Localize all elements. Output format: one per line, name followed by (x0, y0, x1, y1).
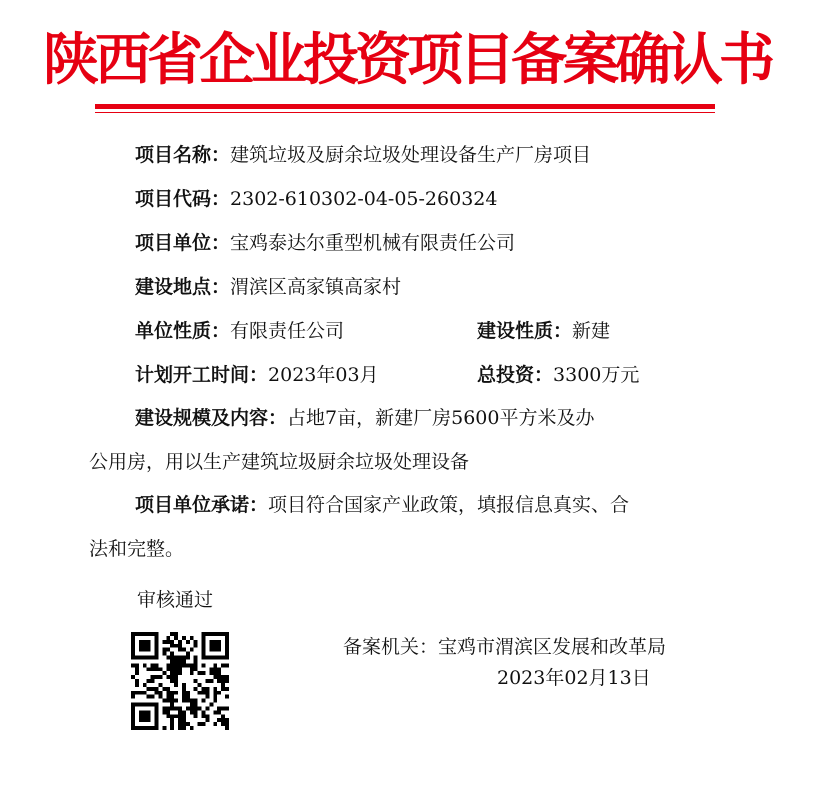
field-unit-nature (135, 318, 344, 344)
approval-authority-text: 备案机关：宝鸡市渭滨区发展和改革局 (343, 636, 667, 658)
approval-status-text: 审核通过 (137, 589, 214, 611)
field-location (135, 274, 401, 300)
field-scale-continued (89, 449, 469, 475)
qr-code (131, 632, 229, 730)
field-total-investment (477, 362, 639, 388)
start-time-value: 2023年03月 (268, 364, 379, 386)
commitment-value-line1: 项目符合国家产业政策，填报信息真实、合 (268, 494, 630, 516)
build-nature-label: 建设性质： (477, 320, 573, 342)
title-rule-thick (95, 104, 715, 109)
commitment-value-line2: 法和完整。 (89, 538, 185, 560)
total-investment-value: 3300万元 (553, 364, 640, 386)
field-project-unit (135, 230, 515, 256)
commitment-label: 项目单位承诺： (135, 494, 269, 516)
total-investment-label: 总投资： (477, 364, 554, 386)
location-value: 渭滨区高家镇高家村 (230, 276, 402, 298)
start-time-label: 计划开工时间： (135, 364, 269, 386)
approval-date (497, 665, 651, 691)
project-code-label: 项目代码： (135, 188, 231, 210)
scale-value-line2: 公用房，用以生产建筑垃圾厨余垃圾处理设备 (89, 451, 470, 473)
project-name-label: 项目名称： (135, 144, 231, 166)
unit-nature-value: 有限责任公司 (230, 320, 345, 342)
scale-label: 建设规模及内容： (135, 407, 288, 429)
field-start-time (135, 362, 379, 388)
location-label: 建设地点： (135, 276, 231, 298)
build-nature-value: 新建 (572, 320, 611, 342)
title-rule-thin (95, 112, 715, 113)
project-unit-label: 项目单位： (135, 232, 231, 254)
project-unit-value: 宝鸡泰达尔重型机械有限责任公司 (230, 232, 516, 254)
field-scale (135, 405, 594, 431)
field-build-nature (477, 318, 610, 344)
field-project-name (135, 142, 591, 168)
field-project-code (135, 186, 497, 212)
scale-value-line1: 占地7亩，新建厂房5600平方米及办 (287, 407, 595, 429)
field-commitment-continued (89, 536, 184, 562)
approval-date-text: 2023年02月13日 (497, 667, 651, 689)
document-title: 陕西省企业投资项目备案确认书 (43, 27, 771, 93)
field-commitment (135, 492, 629, 518)
approval-authority (343, 634, 666, 660)
approval-status (137, 587, 213, 613)
project-name-value: 建筑垃圾及厨余垃圾处理设备生产厂房项目 (230, 144, 592, 166)
project-code-value: 2302-610302-04-05-260324 (230, 188, 498, 210)
unit-nature-label: 单位性质： (135, 320, 231, 342)
